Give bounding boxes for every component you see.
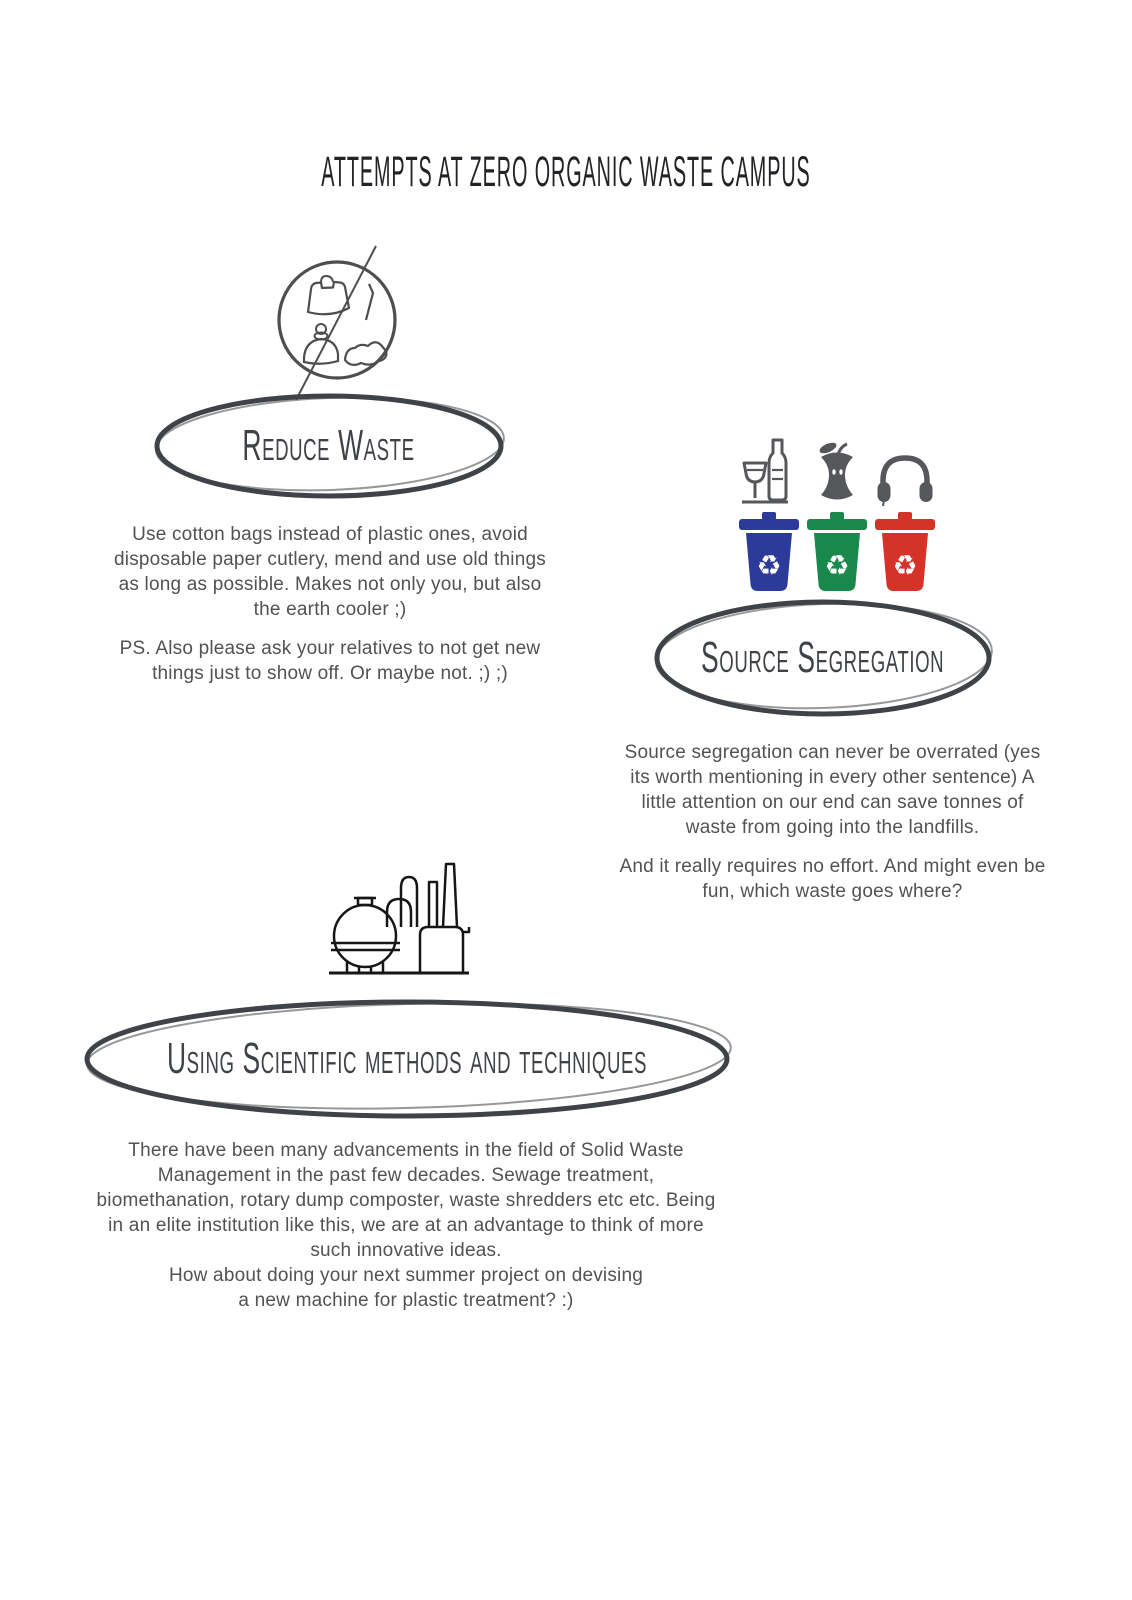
reduce-waste-heading: Reduce Waste xyxy=(242,421,416,470)
source-segregation-paragraph-2: And it really requires no effort. And might even be fun, which waste goes where? xyxy=(619,856,1046,902)
factory-icon xyxy=(325,840,473,985)
recycle-symbol: ♻ xyxy=(756,549,782,582)
recycle-symbol: ♻ xyxy=(824,549,850,582)
reduce-waste-ps-paragraph: PS. Also please ask your relatives to not get new things just to show off. Or maybe not. ;) ;) xyxy=(119,638,541,684)
waste-type-icons-row xyxy=(737,432,937,506)
recycle-symbol: ♻ xyxy=(892,549,918,582)
headphones-icon xyxy=(873,450,937,506)
source-segregation-heading: Source Segregation xyxy=(701,633,945,682)
apple-core-icon xyxy=(805,440,869,506)
source-segregation-oval xyxy=(650,595,996,721)
scientific-methods-paragraph-3: a new machine for plastic treatment? :) xyxy=(238,1290,574,1311)
reduce-waste-oval xyxy=(150,390,508,502)
source-segregation-paragraph: Source segregation can never be overrated (yes its worth mentioning in every other sentence) A little attention on our end can save tonnes of waste from going into the landfills. xyxy=(624,742,1041,838)
scientific-methods-paragraph-2: How about doing your next summer project on devising xyxy=(168,1265,644,1286)
scientific-methods-heading: Using Scientific methods and techniques xyxy=(167,1034,648,1083)
recycling-bins-icon xyxy=(737,432,937,592)
scientific-methods-oval xyxy=(80,995,735,1123)
wine-bottle-and-glass-icon xyxy=(737,436,801,506)
page-title-text: ATTEMPTS AT ZERO ORGANIC WASTE CAMPUS xyxy=(321,148,811,196)
no-plastic-icon xyxy=(272,238,402,411)
scientific-methods-paragraph: There have been many advancements in the field of Solid Waste Management in the past few decades. Sewage treatment, biomethanation, rotary dump composter, waste shredders etc etc. Being in an elite institution like this, we are at an advantage to think of more such innovative ideas. xyxy=(96,1140,716,1261)
page-title xyxy=(0,148,1132,197)
reduce-waste-text xyxy=(105,522,555,686)
bins-row xyxy=(737,512,937,592)
scientific-methods-text xyxy=(92,1138,720,1313)
organic-waste-bin xyxy=(805,512,869,592)
e-waste-bin xyxy=(873,512,937,592)
glass-waste-bin xyxy=(737,512,801,592)
reduce-waste-paragraph: Use cotton bags instead of plastic ones, avoid disposable paper cutlery, mend and use old things as long as possible. Makes not only you, but also the earth cooler ;) xyxy=(114,524,546,620)
source-segregation-text xyxy=(615,740,1050,904)
